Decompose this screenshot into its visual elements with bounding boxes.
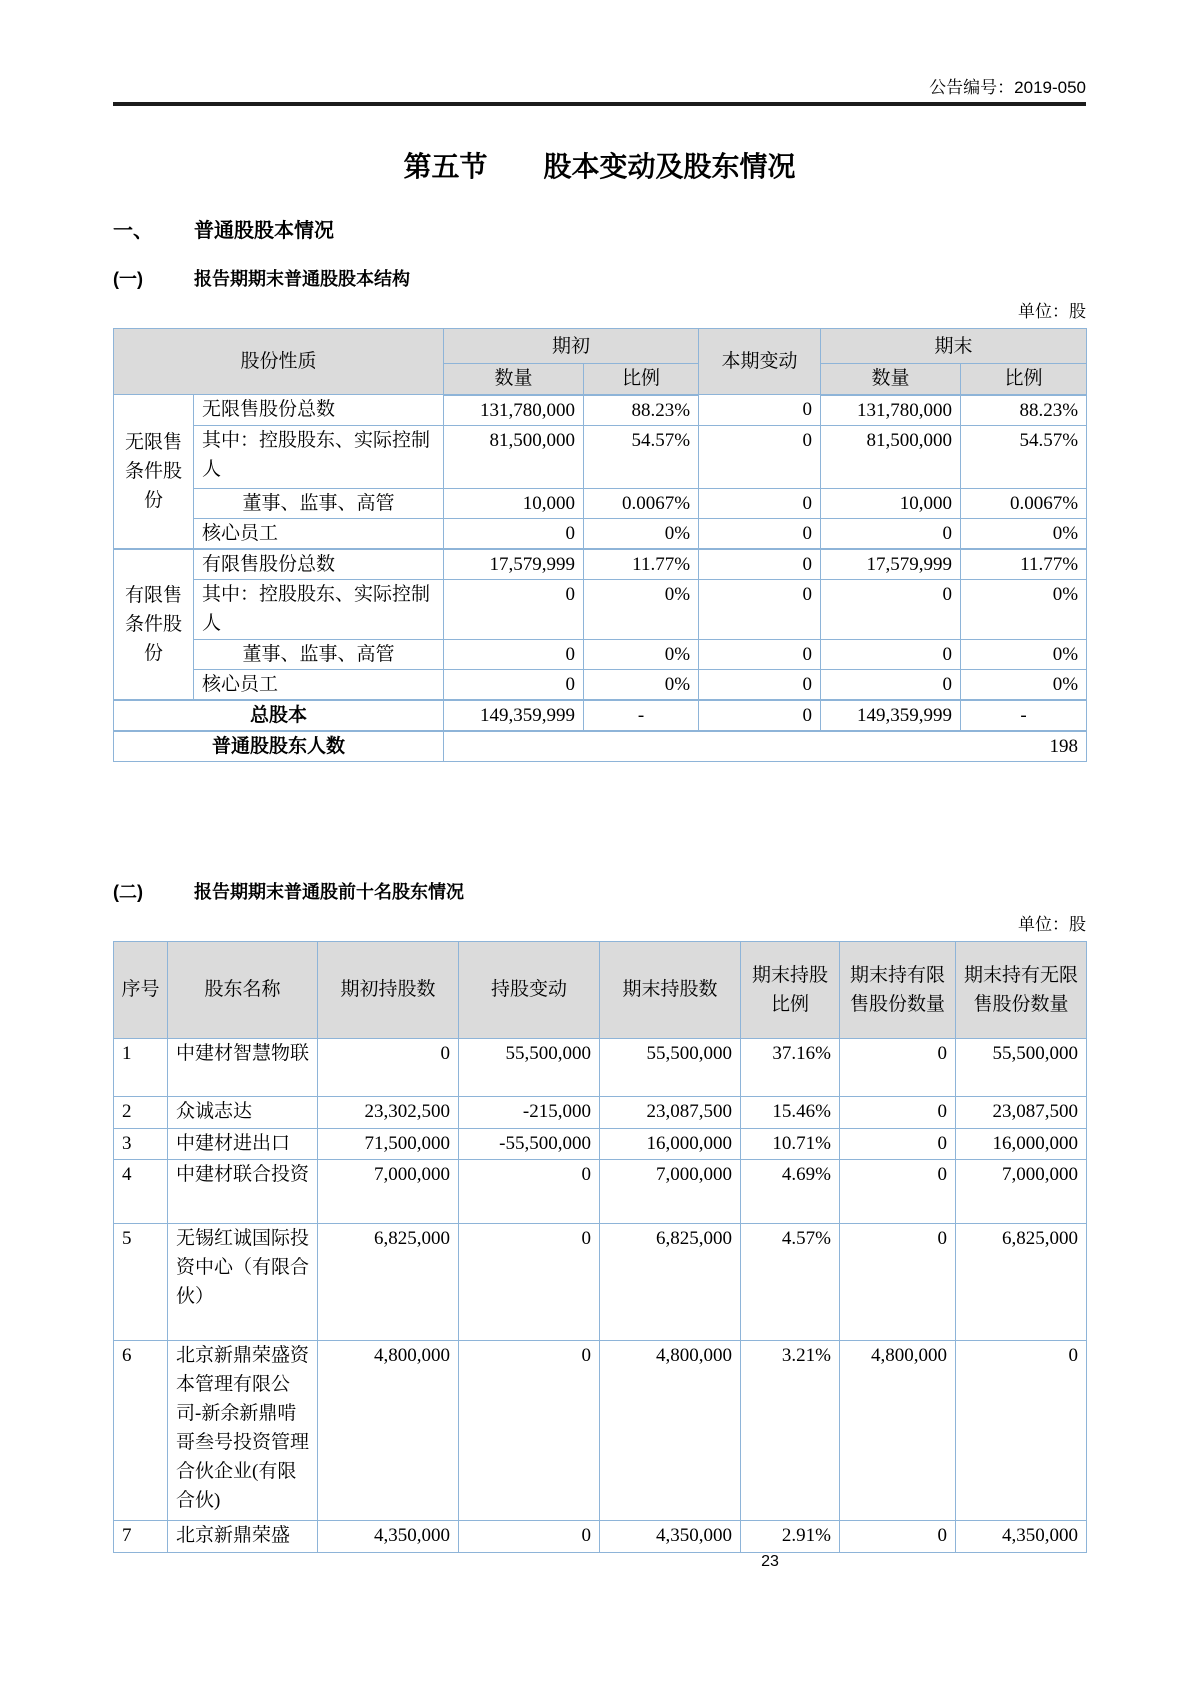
shareholder-row <box>114 1520 1087 1552</box>
index-cell: 3 <box>114 1128 168 1159</box>
shareholder-name-cell: 中建材联合投资 <box>168 1159 318 1223</box>
table-row <box>114 395 1087 426</box>
header-cell-end-unrestricted: 期末持有无限售股份数量 <box>956 941 1087 1038</box>
table2-header-row <box>114 941 1087 1038</box>
value-cell: 10,000 <box>821 488 961 518</box>
value-cell: 0% <box>961 579 1087 639</box>
index-cell: 2 <box>114 1096 168 1128</box>
subsection-1-number: (一) <box>113 269 143 289</box>
header-cell-change: 本期变动 <box>699 329 821 395</box>
table-row <box>114 425 1087 488</box>
value-cell: 10.71% <box>741 1128 840 1159</box>
value-cell: 0 <box>459 1340 600 1520</box>
subsection-2-number: (二) <box>113 881 143 902</box>
value-cell: 4.57% <box>741 1223 840 1340</box>
share-structure-table <box>113 328 1087 762</box>
value-cell: 149,359,999 <box>444 700 584 731</box>
value-cell: 0% <box>961 639 1087 669</box>
value-cell: 7,000,000 <box>600 1159 741 1223</box>
value-cell: 0 <box>821 579 961 639</box>
value-cell: 0.0067% <box>961 488 1087 518</box>
row-label-cell: 其中：控股股东、实际控制人 <box>194 425 444 488</box>
subsection-2-heading <box>113 880 1086 905</box>
header-cell-begin: 期初 <box>444 329 699 364</box>
value-cell: 55,500,000 <box>459 1038 600 1096</box>
value-cell: - <box>961 700 1087 731</box>
header-rule <box>113 102 1086 106</box>
table-row <box>114 549 1087 580</box>
header-cell-qty-begin: 数量 <box>444 364 584 395</box>
value-cell: 23,087,500 <box>600 1096 741 1128</box>
shareholder-name-cell: 中建材智慧物联 <box>168 1038 318 1096</box>
value-cell: 0 <box>699 549 821 580</box>
shareholder-row <box>114 1096 1087 1128</box>
value-cell: 3.21% <box>741 1340 840 1520</box>
value-cell: 17,579,999 <box>821 549 961 580</box>
value-cell: 0 <box>699 425 821 488</box>
value-cell: 37.16% <box>741 1038 840 1096</box>
section-1-title: 普通股股本情况 <box>194 220 334 242</box>
shareholder-name-cell: 中建材进出口 <box>168 1128 318 1159</box>
value-cell: 0 <box>459 1520 600 1552</box>
value-cell: 7,000,000 <box>318 1159 459 1223</box>
value-cell: 0% <box>584 579 699 639</box>
value-cell: 0 <box>821 518 961 549</box>
value-cell: - <box>584 700 699 731</box>
value-cell: 149,359,999 <box>821 700 961 731</box>
value-cell: 0 <box>444 639 584 669</box>
table1-header-row-1 <box>114 329 1087 364</box>
value-cell: 2.91% <box>741 1520 840 1552</box>
value-cell: 0 <box>459 1159 600 1223</box>
index-cell: 6 <box>114 1340 168 1520</box>
holders-value-cell: 198 <box>444 731 1087 762</box>
value-cell: 0 <box>699 488 821 518</box>
table-row <box>114 579 1087 639</box>
doc-number: 公告编号：2019-050 <box>929 78 1086 97</box>
section-1-heading <box>113 218 1086 245</box>
value-cell: 55,500,000 <box>956 1038 1087 1096</box>
value-cell: 0 <box>821 639 961 669</box>
value-cell: 71,500,000 <box>318 1128 459 1159</box>
value-cell: 16,000,000 <box>600 1128 741 1159</box>
value-cell: 0 <box>699 669 821 700</box>
row-label-cell: 无限售股份总数 <box>194 395 444 426</box>
value-cell: 0% <box>584 639 699 669</box>
header-cell-end-ratio: 期末持股比例 <box>741 941 840 1038</box>
value-cell: 81,500,000 <box>444 425 584 488</box>
shareholder-name-cell: 北京新鼎荣盛资本管理有限公司-新余新鼎啃哥叁号投资管理合伙企业(有限合伙) <box>168 1340 318 1520</box>
value-cell: 4,350,000 <box>956 1520 1087 1552</box>
value-cell: 4,800,000 <box>600 1340 741 1520</box>
header-cell-qty-end: 数量 <box>821 364 961 395</box>
value-cell: 6,825,000 <box>318 1223 459 1340</box>
value-cell: 4,800,000 <box>318 1340 459 1520</box>
header-cell-end: 期末 <box>821 329 1087 364</box>
row-label-cell: 其中：控股股东、实际控制人 <box>194 579 444 639</box>
value-cell: 0 <box>699 395 821 426</box>
value-cell: 15.46% <box>741 1096 840 1128</box>
index-cell: 7 <box>114 1520 168 1552</box>
value-cell: 0 <box>840 1520 956 1552</box>
value-cell: 0% <box>584 518 699 549</box>
unit-label-2: 单位：股 <box>1018 914 1086 934</box>
value-cell: 0 <box>956 1340 1087 1520</box>
page-title: 第五节 股本变动及股东情况 <box>403 151 796 182</box>
value-cell: 0 <box>840 1223 956 1340</box>
value-cell: 4.69% <box>741 1159 840 1223</box>
value-cell: -215,000 <box>459 1096 600 1128</box>
shareholder-name-cell: 无锡红诚国际投资中心（有限合伙） <box>168 1223 318 1340</box>
value-cell: 88.23% <box>961 395 1087 426</box>
table-row <box>114 669 1087 700</box>
header-cell-end-restricted: 期末持有限售股份数量 <box>840 941 956 1038</box>
value-cell: 0 <box>444 579 584 639</box>
value-cell: 0 <box>318 1038 459 1096</box>
value-cell: 4,800,000 <box>840 1340 956 1520</box>
value-cell: 4,350,000 <box>318 1520 459 1552</box>
subsection-1-title: 报告期期末普通股股本结构 <box>194 269 410 289</box>
value-cell: 0 <box>840 1096 956 1128</box>
row-label-cell: 董事、监事、高管 <box>194 639 444 669</box>
shareholder-row <box>114 1223 1087 1340</box>
value-cell: 0 <box>840 1038 956 1096</box>
value-cell: 0 <box>459 1223 600 1340</box>
header-cell-begin-holding: 期初持股数 <box>318 941 459 1038</box>
row-label-cell: 有限售股份总数 <box>194 549 444 580</box>
index-cell: 4 <box>114 1159 168 1223</box>
value-cell: 4,350,000 <box>600 1520 741 1552</box>
value-cell: 10,000 <box>444 488 584 518</box>
table-row <box>114 518 1087 549</box>
value-cell: 0 <box>444 518 584 549</box>
value-cell: 0% <box>584 669 699 700</box>
header-cell-share-nature: 股份性质 <box>114 329 444 395</box>
top-shareholders-table <box>113 941 1087 1553</box>
content-area <box>113 0 1086 1553</box>
value-cell: 23,087,500 <box>956 1096 1087 1128</box>
holders-label-cell: 普通股股东人数 <box>114 731 444 762</box>
row-label-cell: 核心员工 <box>194 669 444 700</box>
total-row <box>114 700 1087 731</box>
value-cell: 0 <box>840 1128 956 1159</box>
row-label-cell: 核心员工 <box>194 518 444 549</box>
value-cell: 131,780,000 <box>821 395 961 426</box>
value-cell: 131,780,000 <box>444 395 584 426</box>
group-cell-unrestricted: 无限售条件股份 <box>114 395 194 549</box>
value-cell: 17,579,999 <box>444 549 584 580</box>
value-cell: 0 <box>699 518 821 549</box>
shareholder-row <box>114 1038 1087 1096</box>
header-cell-ratio-begin: 比例 <box>584 364 699 395</box>
shareholder-name-cell: 北京新鼎荣盛 <box>168 1520 318 1552</box>
value-cell: 11.77% <box>584 549 699 580</box>
table-row <box>114 488 1087 518</box>
shareholder-row <box>114 1128 1087 1159</box>
holders-count-row <box>114 731 1087 762</box>
value-cell: 23,302,500 <box>318 1096 459 1128</box>
value-cell: 0 <box>699 700 821 731</box>
value-cell: 0 <box>840 1159 956 1223</box>
table-row <box>114 639 1087 669</box>
header-cell-holding-change: 持股变动 <box>459 941 600 1038</box>
group-cell-restricted: 有限售条件股份 <box>114 549 194 700</box>
unit-label-1: 单位：股 <box>1018 302 1086 321</box>
value-cell: 6,825,000 <box>600 1223 741 1340</box>
value-cell: 0 <box>699 579 821 639</box>
value-cell: 55,500,000 <box>600 1038 741 1096</box>
page-number: 23 <box>761 1553 779 1570</box>
value-cell: 54.57% <box>961 425 1087 488</box>
value-cell: 11.77% <box>961 549 1087 580</box>
subsection-2-title: 报告期期末普通股前十名股东情况 <box>194 881 464 902</box>
header-cell-ratio-end: 比例 <box>961 364 1087 395</box>
value-cell: 0.0067% <box>584 488 699 518</box>
subsection-1-heading <box>113 267 1086 292</box>
value-cell: 0% <box>961 518 1087 549</box>
shareholder-row <box>114 1159 1087 1223</box>
value-cell: 0 <box>444 669 584 700</box>
shareholder-row <box>114 1340 1087 1520</box>
index-cell: 1 <box>114 1038 168 1096</box>
shareholder-name-cell: 众诚志达 <box>168 1096 318 1128</box>
value-cell: 54.57% <box>584 425 699 488</box>
index-cell: 5 <box>114 1223 168 1340</box>
value-cell: 0 <box>699 639 821 669</box>
value-cell: 88.23% <box>584 395 699 426</box>
value-cell: 7,000,000 <box>956 1159 1087 1223</box>
value-cell: 6,825,000 <box>956 1223 1087 1340</box>
value-cell: 81,500,000 <box>821 425 961 488</box>
value-cell: -55,500,000 <box>459 1128 600 1159</box>
section-1-number: 一、 <box>113 220 153 242</box>
value-cell: 0% <box>961 669 1087 700</box>
header-cell-index: 序号 <box>114 941 168 1038</box>
row-label-cell: 董事、监事、高管 <box>194 488 444 518</box>
header-cell-shareholder-name: 股东名称 <box>168 941 318 1038</box>
total-label-cell: 总股本 <box>114 700 444 731</box>
header-cell-end-holding: 期末持股数 <box>600 941 741 1038</box>
value-cell: 16,000,000 <box>956 1128 1087 1159</box>
value-cell: 0 <box>821 669 961 700</box>
